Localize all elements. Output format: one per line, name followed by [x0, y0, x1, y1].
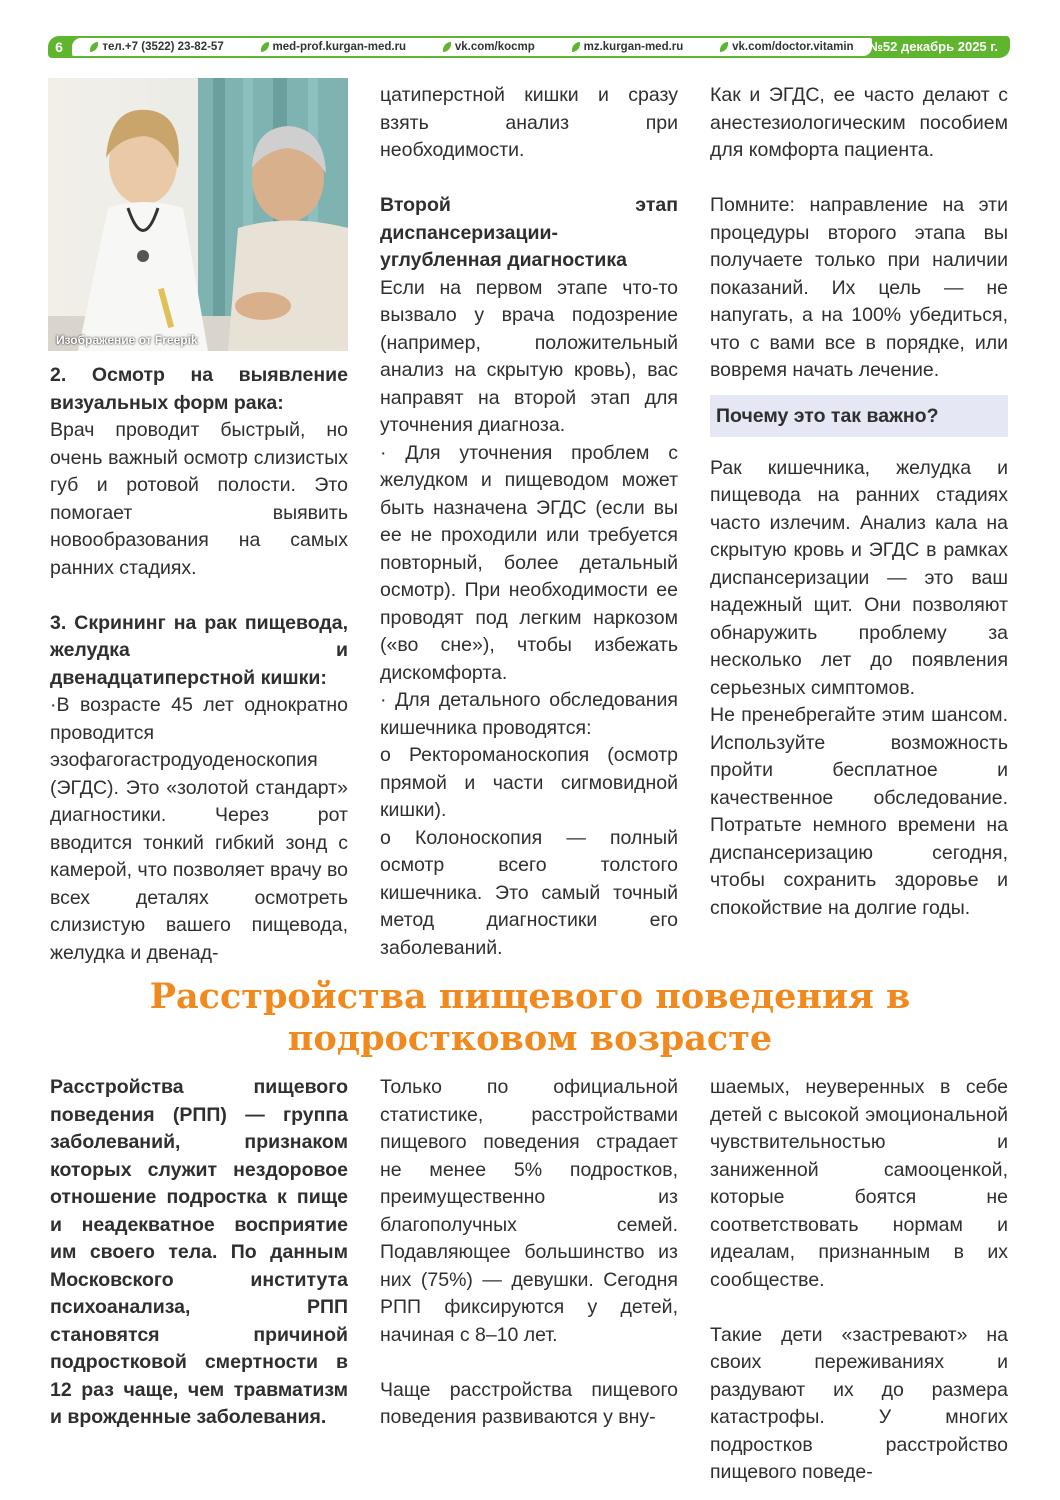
- page-number: 6: [55, 39, 63, 55]
- headline-line-2: подростковом возрасте: [287, 1018, 773, 1059]
- contact-text: mz.kurgan-med.ru: [583, 41, 684, 53]
- contact-text: vk.com/doctor.vitamin: [732, 41, 854, 53]
- contact-phone[interactable]: [90, 41, 223, 53]
- anesthesia-text: Как и ЭГДС, ее часто делают с анестезиологическим пособием для комфорта пациента.: [710, 84, 1008, 161]
- section-3-title: 3. Скрининг на рак пищевода, желудка и двенадцатиперстной кишки:: [50, 611, 348, 689]
- article-2-lead: [50, 1074, 348, 1432]
- article-2-headline: [60, 976, 1000, 1060]
- egds-text: · Для уточнения проблем с желудком и пищеводом может быть назначена ЭГДС (если вы ее не проходили или требуется повторный, более детальный осмотр). При необходимости ее проводят под легким наркозом («во сне»), чтобы избежать дискомфорта.: [380, 441, 678, 684]
- intestine-text: · Для детального обследования кишечника проводятся:: [380, 689, 678, 739]
- stage-2-title: Второй этап диспансеризации- углубленная диагностика: [380, 194, 678, 271]
- risk-text-start: Чаще расстройства пищевого поведения развиваются у вну-: [380, 1378, 678, 1428]
- why-important-callout: Почему это так важно?: [710, 395, 1008, 437]
- contact-text: vk.com/kocmp: [454, 41, 535, 53]
- closing-text: Не пренебрегайте этим шансом. Используйте возможность пройти бесплатное и качественное обследование. Потратьте немного времени на диспансеризацию сегодня, чтобы сохранить здоровье и спокойствие на долгие годы.: [710, 704, 1008, 919]
- remember-text: Помните: направление на эти процедуры второго этапа вы получаете только при наличии показаний. Их цель — не напугать, а на 100% убедиться, что с вами все в порядке, или вовремя начать лечение.: [710, 194, 1008, 381]
- statistics-text: Только по официальной статистике, расстройствами пищевого поведения страдает не менее 5% подростков, преимущественно из благополучных семей. Подавляющее большинство из них (75%) — девушки. Сегодня РПП фиксируются у детей, начиная с 8–10 лет.: [380, 1076, 678, 1346]
- column-3: [710, 82, 1008, 922]
- lead-text: Расстройства пищевого поведения (РПП) — группа заболеваний, признаком которых служит нездоровое отношение подростка к пище и неадекватное восприятие им своего тела. По данным Московского института психоанализа, РПП становятся причиной подростковой смертности в 12 раз чаще, чем травматизм и врожденные заболевания.: [50, 1076, 348, 1428]
- contact-site-2[interactable]: [572, 41, 684, 53]
- contact-vk-2[interactable]: [720, 41, 853, 53]
- leaf-icon: [261, 42, 269, 52]
- stage-2-text: Если на первом этапе что-то вызвало у врача подозрение (например, положительный анализ на скрытую кровь), вас направят на второй этап для уточнения диагноза.: [380, 276, 678, 436]
- contact-site-1[interactable]: [261, 41, 407, 53]
- leaf-icon: [720, 42, 728, 52]
- doctor-patient-illustration: [48, 78, 348, 351]
- contact-text: тел.+7 (3522) 23-82-57: [102, 41, 224, 53]
- stuck-text: Такие дети «застревают» на своих переживаниях и раздувают их до размера катастрофы. У многих подростков расстройство пищевого поведе-: [710, 1323, 1008, 1483]
- issue-number: №52 декабрь 2025 г.: [868, 39, 998, 54]
- contact-text: med-prof.kurgan-med.ru: [272, 41, 407, 53]
- contacts-strip: [72, 38, 872, 56]
- column-1: [50, 362, 348, 967]
- leaf-icon: [90, 42, 98, 52]
- risk-text-cont: шаемых, неуверенных в себе детей с высокой эмоциональной чувствительностью и заниженной самооценкой, которые боятся не соответствовать нормам и идеалам, признанным в их сообществе.: [710, 1076, 1008, 1291]
- column-2: [380, 82, 678, 962]
- why-important-text: Рак кишечника, желудка и пищевода на ранних стадиях часто излечим. Анализ кала на скрытую кровь и ЭГДС в рамках диспансеризации — это ваш надежный щит. Они позволяют обнаружить проблему за несколько лет до появления серьезных симптомов.: [710, 456, 1008, 699]
- page-header: [48, 36, 1010, 58]
- section-3-text: ·В возрасте 45 лет однократно проводится эзофагогастродуоденоскопия (ЭГДС). Это «золотой стандарт» диагностики. Через рот вводится тонкий гибкий зонд с камерой, что позволяет врачу во всех деталях осмотреть слизистую вашего пищевода, желудка и двенад-: [50, 694, 348, 964]
- leaf-icon: [572, 42, 580, 52]
- photo-caption: Изображение от Freepik: [56, 333, 198, 347]
- continuation-text: цатиперстной кишки и сразу взять анализ при необходимости.: [380, 84, 678, 161]
- section-2-text: Врач проводит быстрый, но очень важный осмотр слизистых губ и ротовой полости. Это помогает выявить новообразования на самых ранних стадиях.: [50, 419, 348, 579]
- leaf-icon: [443, 42, 451, 52]
- article-photo: [48, 78, 348, 351]
- article-2-column-3: [710, 1074, 1008, 1487]
- colonoscopy-text: о Колоноскопия — полный осмотр всего толстого кишечника. Это самый точный метод диагностики его заболеваний.: [380, 826, 678, 959]
- section-2-title: 2. Осмотр на выявление визуальных форм рака:: [50, 364, 348, 414]
- headline-line-1: Расстройства пищевого поведения в: [149, 976, 911, 1017]
- article-2-column-2: [380, 1074, 678, 1432]
- rectoromanoscopy-text: о Ректороманоскопия (осмотр прямой и части сигмовидной кишки).: [380, 744, 678, 821]
- contact-vk-1[interactable]: [443, 41, 535, 53]
